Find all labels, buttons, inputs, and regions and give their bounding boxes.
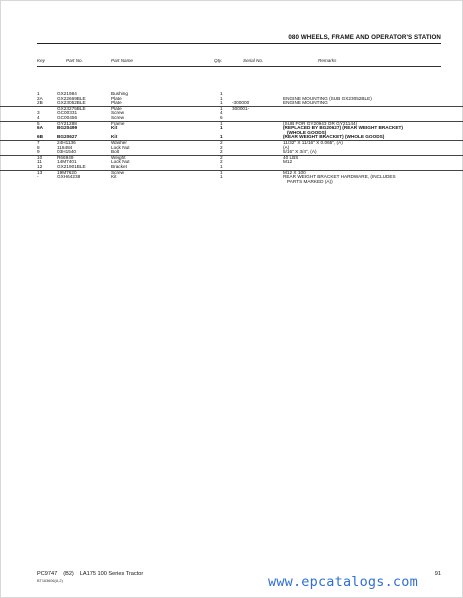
title-rule — [37, 43, 441, 44]
row-part-no: 116484 — [57, 144, 73, 150]
row-key: 4 — [37, 114, 40, 120]
footer-code: BT163606(A,2) — [37, 579, 63, 583]
row-qty: 1 — [220, 125, 223, 131]
row-part-no: GC00456 — [57, 114, 78, 120]
row-part-no: GC00331 — [57, 110, 78, 116]
row-part-name: Bolt — [111, 149, 120, 155]
page-number: 91 — [434, 571, 441, 577]
row-part-name: Plate — [111, 100, 122, 106]
row-remarks: ENGINE MOUNTING (SUB GX23052BLE) — [283, 95, 372, 101]
watermark: www.epcatalogs.com — [268, 574, 418, 590]
row-part-no: GX23275BLE — [57, 105, 86, 111]
row-remarks: REAR WEIGHT BRACKET HARDWARE, (INCLUDES — [283, 174, 396, 180]
row-part-no: GY21288 — [57, 120, 77, 126]
footer-doc-info — [37, 571, 149, 577]
row-key: 13 — [37, 169, 43, 175]
row-key: - — [37, 174, 39, 180]
row-part-no: GX21984 — [57, 91, 77, 96]
row-part-name: Plate — [111, 105, 122, 111]
row-remarks: M12 X 100 — [283, 169, 306, 175]
footer-model: LA175 100 Series Tractor — [79, 571, 144, 577]
row-part-no: 14M7401 — [57, 159, 77, 165]
row-key: 8 — [37, 144, 40, 150]
header-rule — [37, 66, 441, 67]
row-qty: 2 — [220, 154, 223, 160]
row-remarks: 40 LBS — [283, 154, 299, 160]
row-part-name: Kit — [111, 174, 117, 180]
row-remarks: (WHOLE GOODS) — [287, 129, 327, 135]
row-qty: 1 — [220, 105, 223, 111]
row-part-no: 24H1136 — [57, 139, 76, 145]
row-part-name: Screw — [111, 114, 125, 120]
row-qty: 2 — [220, 139, 223, 145]
col-header-part-name: Part Name — [111, 58, 133, 63]
row-remarks: (A) — [283, 144, 290, 150]
row-key: 2A — [37, 95, 43, 101]
row-part-name: Screw — [111, 169, 125, 175]
footer-doc-id: PC9747 — [37, 571, 58, 577]
row-part-name: Washer — [111, 139, 127, 145]
row-remarks: (SUB FOR GY20943 OR GY21144) — [283, 120, 358, 126]
section-title: 080 WHEELS, FRAME AND OPERATOR'S STATION — [288, 34, 441, 41]
row-qty: 2 — [220, 159, 223, 165]
row-qty: 1 — [220, 120, 223, 126]
row-part-name: Lock Nut — [111, 159, 130, 165]
col-header-remarks: Remarks — [318, 58, 337, 63]
row-remarks: (REPLACED BY BG20627) (REAR WEIGHT BRACKET) — [283, 125, 403, 131]
col-header-qty: Qty. — [214, 58, 223, 63]
row-part-name: Kit — [111, 134, 118, 140]
row-remarks: PARTS MARKED (A)) — [287, 178, 333, 184]
row-part-name: Plate — [111, 95, 122, 101]
row-serial: 300001- — [232, 105, 250, 111]
row-qty: 1 — [220, 169, 223, 175]
row-part-no: BG20499 — [57, 125, 78, 131]
col-header-part-no: Part No. — [66, 58, 83, 63]
row-part-name: Bracket — [111, 163, 127, 169]
row-key: 9 — [37, 149, 40, 155]
row-part-no: GXH64238 — [57, 174, 81, 180]
row-qty: 4 — [220, 110, 223, 116]
row-part-no: 19M7620 — [57, 169, 77, 175]
row-key: 1 — [37, 91, 40, 96]
row-key: 5 — [37, 120, 40, 126]
table-row — [0, 180, 463, 185]
row-remarks: (REAR WEIGHT BRACKET) (WHOLE GOODS) — [283, 134, 385, 140]
row-remarks: 11/32" X 11/16" X 0.065", (A) — [283, 139, 343, 145]
row-qty: 1 — [220, 134, 223, 140]
parts-table — [0, 92, 463, 184]
row-key: 2B — [37, 100, 43, 106]
row-qty: 1 — [220, 100, 223, 106]
row-part-name: Weight — [111, 154, 126, 160]
row-part-name: Screw — [111, 110, 125, 116]
row-part-no: R66949 — [57, 154, 74, 160]
row-qty: 2 — [220, 149, 223, 155]
row-key: 11 — [37, 159, 42, 165]
row-part-no: GX22669BLE — [57, 95, 86, 101]
row-part-name: Kit — [111, 125, 118, 131]
row-qty: 1 — [220, 163, 223, 169]
row-remarks: 5/16" X 3/4", (A) — [283, 149, 317, 155]
row-part-no: GX21901BLE — [57, 163, 86, 169]
row-qty: 6 — [220, 114, 223, 120]
row-qty: 1 — [220, 95, 223, 101]
row-part-name: Lock Nut — [111, 144, 130, 150]
row-serial: -300000 — [232, 100, 250, 106]
row-key: 6B — [37, 134, 43, 140]
col-header-serial-no: Serial No. — [243, 58, 264, 63]
row-key: 10 — [37, 154, 43, 160]
row-part-no: 03H1540 — [57, 149, 77, 155]
row-qty: 1 — [220, 174, 223, 180]
row-remarks: M12 — [283, 159, 293, 165]
row-part-no: BG20627 — [57, 134, 78, 140]
row-part-name: Bushing — [111, 91, 128, 96]
row-key: 6A — [37, 125, 43, 131]
row-key: 3 — [37, 110, 40, 116]
row-part-name: Frame — [111, 120, 125, 126]
footer-rev: (B2) — [63, 571, 74, 577]
col-header-key: Key — [37, 58, 45, 63]
row-key: 7 — [37, 139, 40, 145]
row-part-no: GX23052BLE — [57, 100, 86, 106]
row-key: 12 — [37, 163, 43, 169]
row-qty: 1 — [220, 91, 223, 96]
row-qty: 2 — [220, 144, 223, 150]
row-remarks: ENGINE MOUNTING — [283, 100, 328, 106]
